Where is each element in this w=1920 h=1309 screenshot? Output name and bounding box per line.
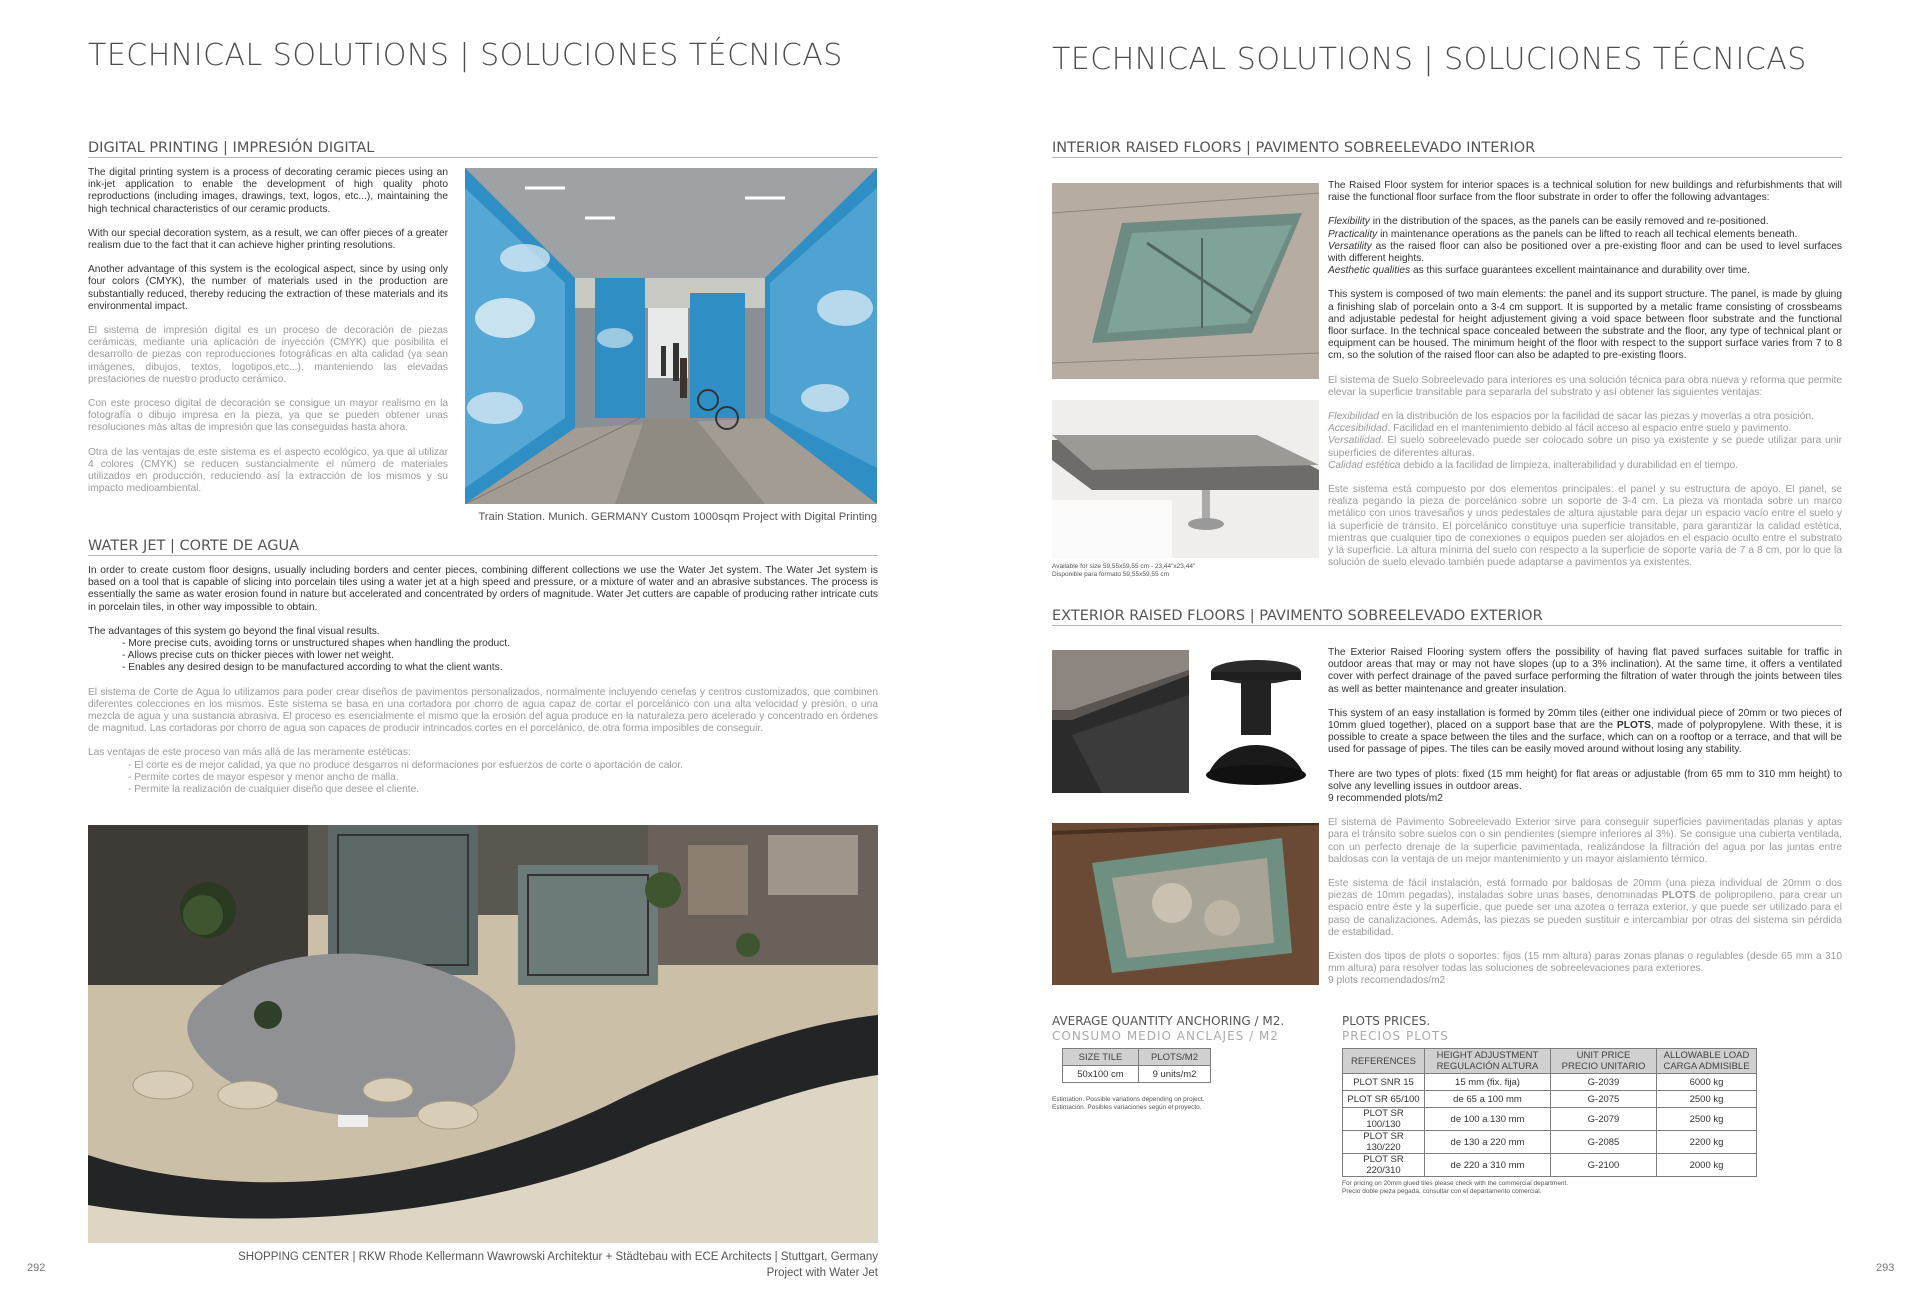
paragraph: Con este proceso digital de decoración se consigue un mayor realismo en la fotografía o dibujo impresa en la pieza, ya que se pueden obtener unas resoluciones más altas de impresión que las conseguidas hasta ahora. [88,398,448,434]
text-run: de polipropileno, para crear un espacio entre éste y la superficie, que puede ser una azotea o terraza exterior, y que puede ser utilizado para el paso de canalizaciones. Además, las piezas se pueden sustituir e intercambiar por otras del sistema sin pérdida de estabilidad. [1328,890,1842,938]
table-header-row [1343,1049,1757,1074]
paragraph: In order to create custom floor designs, usually including borders and center pieces, combining different collections we use the Water Jet system. The Water Jet system is based on a tool that is capable of slicing into porcelain tiles using a water jet at a high speed and pressure, or a mixture of water and an abrasive substances. The process is essentially the same as water erosion found in nature but accelerated and concentrated by orders of magnitude. Water Jet cutters are capable of producing rather intricate cuts in porcelain tiles, in other way impossible to obtain. [88,565,878,613]
plot-support-photo [1193,650,1319,793]
paragraph: The advantages of this system go beyond the final visual results. [88,625,380,637]
text-run: This system of an easy installation is formed by 20mm tiles (either one individual piece of 20mm or two pieces of 10mm glued together), placed on a support base that are the [1328,707,1842,732]
water-jet-heading: WATER JET | CORTE DE AGUA [88,538,878,556]
table-cell: PLOT SNR 15 [1343,1074,1425,1091]
advantage-term: Flexibilidad [1328,411,1379,423]
advantage-desc: debido a la facilidad de limpieza, inalterabilidad y durabilidad en el tiempo. [1400,459,1739,471]
table-cell: 50x100 cm [1063,1066,1139,1083]
advantage-desc: in the distribution of the spaces, as the panels can be easily removed and re-positioned. [1369,216,1769,228]
header-line: CARGA ADMISIBLE [1663,1061,1750,1072]
table-row [1343,1091,1757,1108]
plots-keyword: PLOTS [1616,720,1651,732]
prices-note [1342,1180,1568,1196]
shopping-center-subcaption: Project with Water Jet [766,1267,878,1279]
column-header [1425,1049,1551,1074]
advantage-desc: as the raised floor can also be positioned over a pre-existing floor and can be used to level surfaces with different heights. [1328,240,1842,265]
anchoring-heading: AVERAGE QUANTITY ANCHORING / M2. [1052,1014,1285,1028]
column-header: PLOTS/M2 [1139,1049,1211,1066]
availability-es: Disponible para formato 59,55x59,55 cm [1052,571,1170,578]
availability-en: Available for size 59,55x59,55 cm - 23,44"x23,44" [1052,563,1196,570]
paragraph: El sistema de Pavimento Sobreelevado Exterior sirve para conseguir superficies pavimentadas planas y aptas para el tránsito sobre suelos con o sin pendientes (siempre inferiores al 3%). Se consigue una cubierta ventilada, con un perfecto drenaje de la superficie pavimentada, realizándose la filtración del agua por las juntas entre baldosas con la ventaja de un mejor mantenimiento y un mayor aislamiento térmico. [1328,817,1842,865]
digital-printing-heading: DIGITAL PRINTING | IMPRESIÓN DIGITAL [88,140,878,158]
advantage-item [1328,241,1842,265]
train-station-photo [465,168,877,504]
header-line: HEIGHT ADJUSTMENT [1436,1050,1539,1061]
table-cell: de 65 a 100 mm [1425,1091,1551,1108]
paragraph: With our special decoration system, as a result, we can offer pieces of a greater realism due to the fact that it can achieve higher printing resolutions. [88,227,448,252]
advantage-desc: . Facilidad en el mantenimiento debido al fácil acceso al espacio entre suelo y pavimento. [1387,423,1792,435]
anchoring-note [1052,1096,1204,1112]
note-es: Estimación. Posibles variaciones según el proyecto. [1052,1104,1202,1111]
table-cell: 2200 kg [1657,1131,1757,1154]
advantage-item [1328,460,1842,472]
exterior-floor-photo [1052,823,1319,985]
header-line: ALLOWABLE LOAD [1663,1050,1750,1061]
paragraph: Another advantage of this system is the ecological aspect, since by using only four colors (CMYK), the number of materials used in the production are substantially reduced, thereby reducing the extraction of these materials and its environmental impact. [88,264,448,312]
table-cell: PLOT SR 65/100 [1343,1091,1425,1108]
table-cell: G-2039 [1551,1074,1657,1091]
exterior-raised-floors-text [1328,647,1842,988]
table-row [1343,1108,1757,1131]
paragraph: Existen dos tipos de plots o soportes: fijos (15 mm altura) paras zonas planas o regulables (desde 65 mm a 310 mm altura) para resolver todas las soluciones de sobreelevaciones para exteriores. [1328,951,1842,975]
table-cell: PLOT SR 130/220 [1343,1131,1425,1154]
paragraph [1328,878,1842,939]
note-en: Estimation. Possible variations depending on project. [1052,1096,1205,1103]
advantage-item [1328,411,1842,423]
paragraph: Las ventajas de este proceso van más allá de las meramente estéticas: [88,747,411,759]
table-cell: G-2085 [1551,1131,1657,1154]
right-page-title: TECHNICAL SOLUTIONS | SOLUCIONES TÉCNICAS [1052,42,1807,77]
shopping-center-caption: SHOPPING CENTER | RKW Rhode Kellermann Wawrowski Architektur + Städtebau with ECE Architects | Stuttgart, Germany [238,1251,878,1263]
advantage-item [1328,229,1842,241]
table-cell: de 130 a 220 mm [1425,1131,1551,1154]
table-row [1343,1131,1757,1154]
water-jet-text [88,565,878,796]
paragraph: This system is composed of two main elements: the panel and its support structure. The panel, is made by gluing a finishing slab of porcelain onto a 3-4 cm support. It is supported by a metalic frame consisting of crossbeams and adjustable pedestal for height adjustement giving a void space between floor substrate and the functional floor surface. In the technical space concealed between the substrate and the floor, any type of technical plant or equipment can be housed. The minimum height of the floor with respect to the support surface varies from 7 to 8 cm, so the solution of the raised floor can also be adapted to pre-existing floors. [1328,289,1842,362]
table-cell: 9 units/m2 [1139,1066,1211,1083]
text-run: , made of polypropylene. With these, it is possible to create a space between the tiles and the surface, which can on a rooftop or a terrace, and that will be used for passage of pipes. The tiles can be easily moved around without losing any stability. [1328,720,1842,756]
interior-floor-photo-1 [1052,183,1319,379]
paragraph: There are two types of plots: fixed (15 mm height) for flat areas or adjustable (from 65 mm to 310 mm height) to solve any levelling issues in outdoor areas. [1328,768,1842,792]
table-cell: PLOT SR 220/310 [1343,1154,1425,1177]
table-row [1343,1074,1757,1091]
table-header-row [1063,1049,1211,1066]
anchoring-table [1062,1048,1211,1083]
list-item: - Allows precise cuts on thicker pieces with lower net weight. [122,650,394,662]
advantage-item [1328,216,1842,228]
paragraph: El sistema de Suelo Sobreelevado para interiores es una solución técnica para obra nueva y reforma que permite elevar la superficie transitable para separarla del substrato y así obtener las siguientes ventajas: [1328,374,1842,398]
advantage-term: Practicality [1328,228,1378,240]
left-page-number: 292 [27,1262,46,1274]
table-cell: 15 mm (fix. fija) [1425,1074,1551,1091]
table-cell: 2500 kg [1657,1108,1757,1131]
header-line: REFERENCES [1351,1055,1416,1067]
anchoring-heading-es: CONSUMO MEDIO ANCLAJES / M2 [1052,1029,1279,1043]
table-cell: G-2100 [1551,1154,1657,1177]
column-header [1343,1049,1425,1074]
list-item: - El corte es de mejor calidad, ya que no produce desgarros ni deformaciones por esfuerzos de corte o aportación de calor. [128,759,683,771]
left-page-title: TECHNICAL SOLUTIONS | SOLUCIONES TÉCNICAS [88,38,843,73]
advantage-desc: as this surface guarantees excellent maintainance and durability over time. [1410,265,1750,277]
advantage-item [1328,423,1842,435]
advantage-term: Versatilidad [1328,435,1381,447]
interior-raised-floors-heading: INTERIOR RAISED FLOORS | PAVIMENTO SOBREELEVADO INTERIOR [1052,140,1842,158]
digital-printing-text [88,167,448,507]
paragraph: El sistema de impresión digital es un proceso de decoración de piezas cerámicas, mediante una aplicación de inyección (CMYK) que posibilita el desarrollo de piezas con reproducciones fotográficas en alta calidad (ya sean imágenes, dibujos, textos, logotipos,etc...), manteniendo las elevadas prestaciones de nuestro producto cerámico. [88,325,448,385]
interior-raised-floors-text [1328,180,1842,569]
advantage-term: Flexibility [1328,216,1370,228]
exterior-tile-photo [1052,650,1189,793]
advantage-desc: in maintenance operations as the panels can be lifted to reach all techical elements beneath. [1377,228,1798,240]
list-item: - Permite la realización de cualquier diseño que desee el cliente. [128,784,420,796]
prices-heading: PLOTS PRICES. [1342,1014,1431,1028]
availability-note [1052,563,1195,579]
table-cell: PLOT SR 100/130 [1343,1108,1425,1131]
right-page-number: 293 [1876,1262,1895,1274]
table-cell: G-2079 [1551,1108,1657,1131]
paragraph: El sistema de Corte de Agua lo utilizamos para poder crear diseños de pavimentos personalizados, normalmente incluyendo cenefas y centros customizados, que combinen diferentes colecciones en los mismos. Este sistema se basa en una cortadora por chorro de agua capaz de cortar el porcelánico con una alta velocidad y presión, o una mezcla de agua y una sustancia abrasiva. El proceso es esencialmente el mismo que la erosión del agua produce en la naturaleza pero acelerado y concentrado en órdenes de magnitud. Las cortadoras por chorro de agua son capaces de producir intrincados cortes en el porcelánico, de otra forma imposibles de conseguir. [88,686,878,735]
prices-heading-es: PRECIOS PLOTS [1342,1029,1449,1043]
paragraph: The Raised Floor system for interior spaces is a technical solution for new buildings and refurbishments that will raise the functional floor surface from the floor substrate in order to offer the following advantages: [1328,180,1842,204]
table-cell: 6000 kg [1657,1074,1757,1091]
column-header [1551,1049,1657,1074]
advantage-item [1328,265,1842,277]
column-header [1657,1049,1757,1074]
paragraph [1328,708,1842,757]
note-es: Precio doble pieza pegada, consultar con el departamento comercial. [1342,1188,1542,1195]
table-cell: 2000 kg [1657,1154,1757,1177]
interior-floor-photo-2 [1052,400,1319,558]
advantage-term: Calidad estética [1328,459,1401,471]
table-cell: de 100 a 130 mm [1425,1108,1551,1131]
paragraph: Este sistema está compuesto por dos elementos principales: el panel y su estructura de apoyo. El panel, se realiza pegando la pieza de porcelánico sobre un soporte de 3-4 cm. La pieza va montada sobre un marco metálico con unos travesaños y unos pedestales de altura ajustable para dejar un espacio vacío entre el suelo y la superficie de tránsito. El porcelánico constituye una superficie transitable, para garantizar la calidad estética, mientras que cualquier tipo de conexiones o equipos pueden ser alojados en el espacio oculto entre el substrato y la superficie. La altura mínima del suelo con respecto a la superficie de soporte varía de 7 a 8 cm, por lo que la solución de suelo elevado también puede adaptarse a pavimentos ya existentes. [1328,484,1842,569]
paragraph: 9 recommended plots/m2 [1328,793,1443,805]
list-item: - Enables any desired design to be manufactured according to what the client wants. [122,662,503,674]
table-cell: de 220 a 310 mm [1425,1154,1551,1177]
list-item: - Permite cortes de mayor espesor y menor ancho de malla. [128,771,399,783]
train-station-caption: Train Station. Munich. GERMANY Custom 1000sqm Project with Digital Printing [478,511,877,523]
list-item: - More precise cuts, avoiding torns or unstructured shapes when handling the product. [122,638,510,650]
paragraph: The digital printing system is a process of decorating ceramic pieces using an ink-jet application to enable the development of high quality photo reproductions (including images, drawings, text, logos, etc...), maintaining the high technical characteristics of our ceramic products. [88,167,448,215]
plots-keyword: PLOTS [1661,890,1696,902]
column-header: SIZE TILE [1063,1049,1139,1066]
table-cell: G-2075 [1551,1091,1657,1108]
advantage-desc: en la distribución de los espacios por la facilidad de sacar las piezas y moverlas a otra posición. [1378,411,1814,423]
header-line: PRECIO UNITARIO [1561,1061,1646,1072]
table-row [1343,1154,1757,1177]
paragraph: 9 plots recomendados/m2 [1328,975,1446,987]
advantage-term: Accesibilidad [1328,423,1388,435]
table-row [1063,1066,1211,1083]
note-en: For pricing on 20mm glued tiles please check with the commercial department. [1342,1180,1569,1187]
paragraph: The Exterior Raised Flooring system offers the possibility of having flat paved surfaces suitable for traffic in outdoor areas that may or may not have slopes (up to a 3% inclination). At the same time, it offers a ventilated cover with perfect drainage of the paved surface performing the filtration of water through the joints between tiles as well as better maintenance and greater insulation. [1328,647,1842,695]
text-run: Este sistema de fácil instalación, está formado por baldosas de 20mm (una pieza individual de 20mm o dos piezas de 10mm pegadas), instaladas sobre unas bases, denominadas [1328,878,1842,902]
header-line: REGULACIÓN ALTURA [1436,1061,1539,1072]
table-cell: 2500 kg [1657,1091,1757,1108]
advantage-desc: . El suelo sobreelevado puede ser colocado sobre un piso ya existente y se puede utilizar para unir superficies de diferentes alturas. [1328,435,1842,459]
shopping-center-photo [88,825,878,1243]
exterior-raised-floors-heading: EXTERIOR RAISED FLOORS | PAVIMENTO SOBREELEVADO EXTERIOR [1052,608,1842,626]
prices-table [1342,1048,1757,1177]
advantage-term: Aesthetic qualities [1328,265,1411,277]
advantage-item [1328,435,1842,459]
advantage-term: Versatility [1328,240,1372,252]
header-line: UNIT PRICE [1576,1050,1631,1061]
paragraph: Otra de las ventajas de este sistema es el aspecto ecológico, ya que al utilizar 4 colores (CMYK) se reducen sustancialmente el número de materiales utilizados en producción, reduciendo así la extracción de los mismos y su impacto medioambiental. [88,446,448,495]
